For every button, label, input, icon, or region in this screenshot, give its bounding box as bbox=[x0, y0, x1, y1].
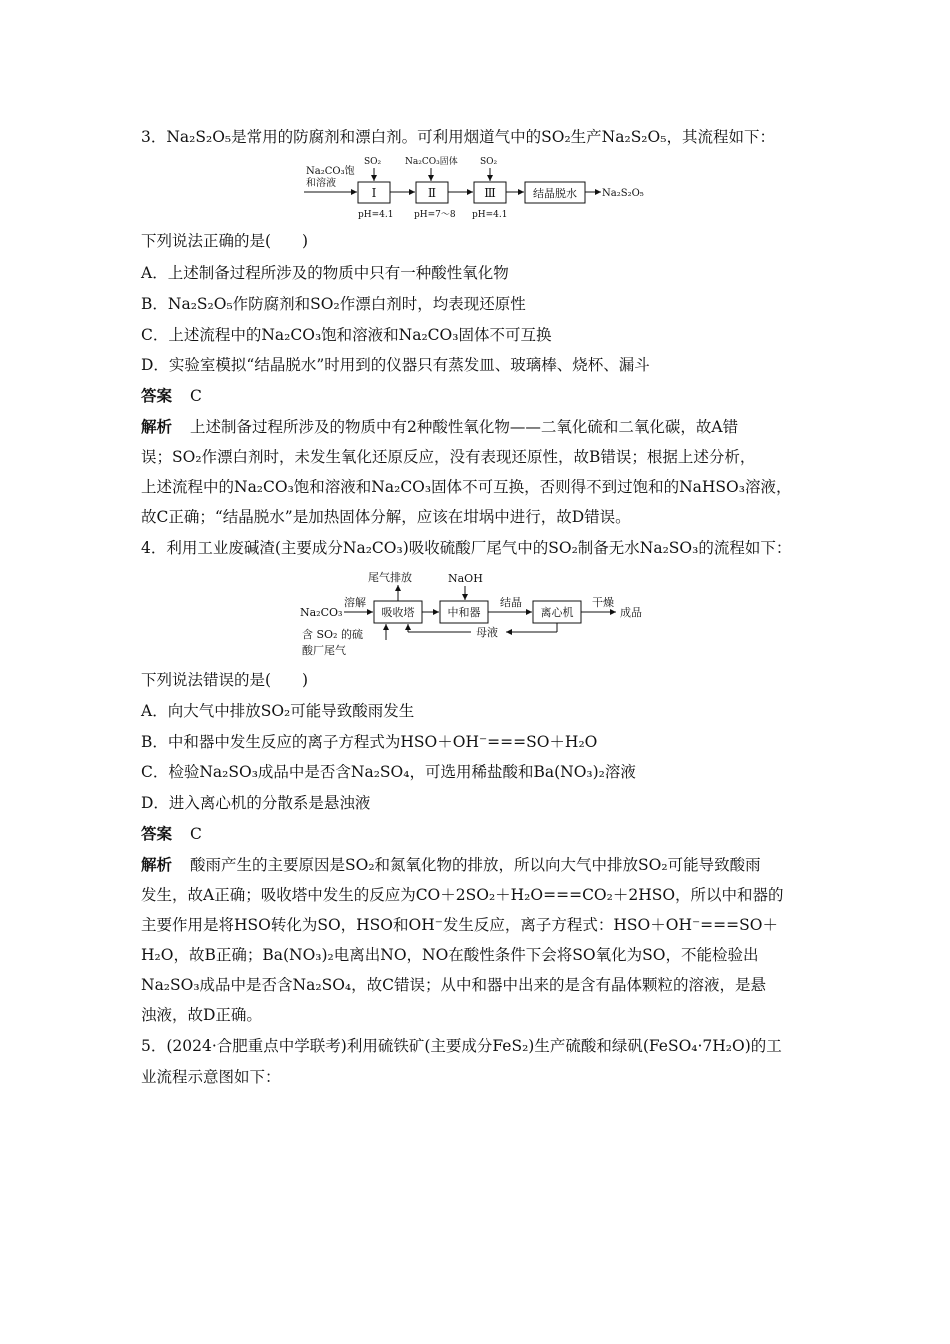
q4-option-c: C．检验Na₂SO₃成品中是否含Na₂SO₄，可选用稀盐酸和Ba(NO₃)₂溶液 bbox=[141, 763, 636, 781]
q4-flow-diagram bbox=[296, 568, 658, 660]
q3-analysis-label: 解析 bbox=[141, 417, 173, 436]
q4-answer-label: 答案 bbox=[141, 824, 173, 843]
q3-analysis-line2: 误；SO₂作漂白剂时，未发生氧化还原反应，没有表现还原性，故B错误；根据上述分析， bbox=[141, 448, 756, 466]
q4-vent-label: 尾气排放 bbox=[368, 571, 412, 584]
q4-analysis-line3: 主要作用是将HSO转化为SO，HSO和OH⁻发生反应，离子方程式：HSO＋OH⁻===SO＋ bbox=[141, 916, 778, 934]
q3-step3-input: SO₂ bbox=[480, 157, 498, 167]
q4-naoh-label: NaOH bbox=[448, 572, 483, 585]
q4-product-label: 成品 bbox=[620, 606, 642, 619]
q4-analysis-line6: 浊液，故D正确。 bbox=[141, 1006, 262, 1024]
q4-analysis-line2: 发生，故A正确；吸收塔中发生的反应为CO＋2SO₂＋H₂O===CO₂＋2HSO，所以中和器的 bbox=[141, 886, 784, 904]
q3-step2-input: Na₂CO₃固体 bbox=[405, 157, 458, 167]
q3-step3-ph: pH=4.1 bbox=[472, 210, 508, 220]
q4-crystallize-label: 结晶 bbox=[500, 596, 522, 609]
q4-analysis-line4: H₂O，故B正确；Ba(NO₃)₂电离出NO，NO在酸性条件下会将SO氧化为SO，不能检验出 bbox=[141, 946, 759, 964]
q4-prompt: 下列说法错误的是( ) bbox=[141, 671, 309, 689]
q3-step2-ph: pH=7～8 bbox=[414, 210, 456, 220]
q3-answer-label: 答案 bbox=[141, 386, 173, 405]
q4-stem: 4．利用工业废碱渣(主要成分Na₂CO₃)吸收硫酸厂尾气中的SO₂制备无水Na₂SO₃的流程如下： bbox=[141, 539, 792, 557]
q3-feed-line1: Na₂CO₃饱 bbox=[306, 166, 355, 177]
q3-step3-label: Ⅲ bbox=[484, 186, 496, 200]
q4-neutralizer-label: 中和器 bbox=[447, 606, 481, 619]
q4-answer bbox=[141, 824, 202, 844]
q3-step1-label: Ⅰ bbox=[371, 186, 377, 200]
q3-product: Na₂S₂O₅ bbox=[602, 188, 644, 199]
q3-answer bbox=[141, 386, 202, 406]
q4-absorber-label: 吸收塔 bbox=[381, 606, 415, 619]
q3-option-d: D．实验室模拟“结晶脱水”时用到的仪器只有蒸发皿、玻璃棒、烧杯、漏斗 bbox=[141, 356, 650, 374]
q4-mother-liquor-label: 母液 bbox=[476, 626, 498, 639]
q3-analysis-line1 bbox=[141, 417, 738, 437]
q3-analysis-line4: 故C正确；“结晶脱水”是加热固体分解，应该在坩埚中进行，故D错误。 bbox=[141, 508, 631, 526]
q4-dissolve-label: 溶解 bbox=[344, 596, 366, 609]
q3-step1-input: SO₂ bbox=[364, 157, 382, 167]
q4-analysis-text1: 酸雨产生的主要原因是SO₂和氮氧化物的排放，所以向大气中排放SO₂可能导致酸雨 bbox=[190, 856, 761, 874]
q4-dry-label: 干燥 bbox=[592, 596, 614, 609]
q4-option-a: A．向大气中排放SO₂可能导致酸雨发生 bbox=[141, 702, 415, 720]
q4-answer-value: C bbox=[190, 825, 202, 843]
q3-option-c: C．上述流程中的Na₂CO₃饱和溶液和Na₂CO₃固体不可互换 bbox=[141, 326, 552, 344]
q3-step2-label: Ⅱ bbox=[427, 186, 437, 200]
q4-input-na2co3: Na₂CO₃ bbox=[300, 606, 343, 619]
q3-analysis-line3: 上述流程中的Na₂CO₃饱和溶液和Na₂CO₃固体不可互换，否则得不到过饱和的NaHSO₃溶液， bbox=[141, 478, 792, 496]
q3-step1-ph: pH=4.1 bbox=[358, 210, 394, 220]
q3-stem: 3．Na₂S₂O₅是常用的防腐剂和漂白剂。可利用烟道气中的SO₂生产Na₂S₂O₅，其流程如下： bbox=[141, 128, 775, 146]
q4-analysis-line1 bbox=[141, 855, 761, 875]
q3-flow-diagram bbox=[300, 152, 660, 222]
q3-analysis-text1: 上述制备过程所涉及的物质中有2种酸性氧化物——二氧化硫和二氧化碳，故A错 bbox=[190, 418, 739, 436]
q3-prompt: 下列说法正确的是( ) bbox=[141, 232, 309, 250]
q4-gas-line1: 含 SO₂ 的硫 bbox=[302, 628, 363, 641]
q5-stem-line1: 5．(2024·合肥重点中学联考)利用硫铁矿(主要成分FeS₂)生产硫酸和绿矾(FeSO₄·7H₂O)的工 bbox=[141, 1037, 782, 1055]
q3-option-a: A．上述制备过程所涉及的物质中只有一种酸性氧化物 bbox=[141, 264, 509, 282]
q4-gas-line2: 酸厂尾气 bbox=[302, 644, 346, 657]
q4-option-d: D．进入离心机的分散系是悬浊液 bbox=[141, 794, 371, 812]
q3-feed-line2: 和溶液 bbox=[306, 178, 336, 189]
q3-crystallize-label: 结晶脱水 bbox=[533, 187, 577, 200]
q4-analysis-label: 解析 bbox=[141, 855, 173, 874]
q4-analysis-line5: Na₂SO₃成品中是否含Na₂SO₄，故C错误；从中和器中出来的是含有晶体颗粒的溶液，是悬 bbox=[141, 976, 766, 994]
q3-option-b: B．Na₂S₂O₅作防腐剂和SO₂作漂白剂时，均表现还原性 bbox=[141, 295, 526, 313]
q3-answer-value: C bbox=[190, 387, 202, 405]
q4-option-b: B．中和器中发生反应的离子方程式为HSO＋OH⁻===SO＋H₂O bbox=[141, 733, 598, 751]
q5-stem-line2: 业流程示意图如下： bbox=[141, 1068, 281, 1086]
q4-centrifuge-label: 离心机 bbox=[540, 606, 574, 619]
